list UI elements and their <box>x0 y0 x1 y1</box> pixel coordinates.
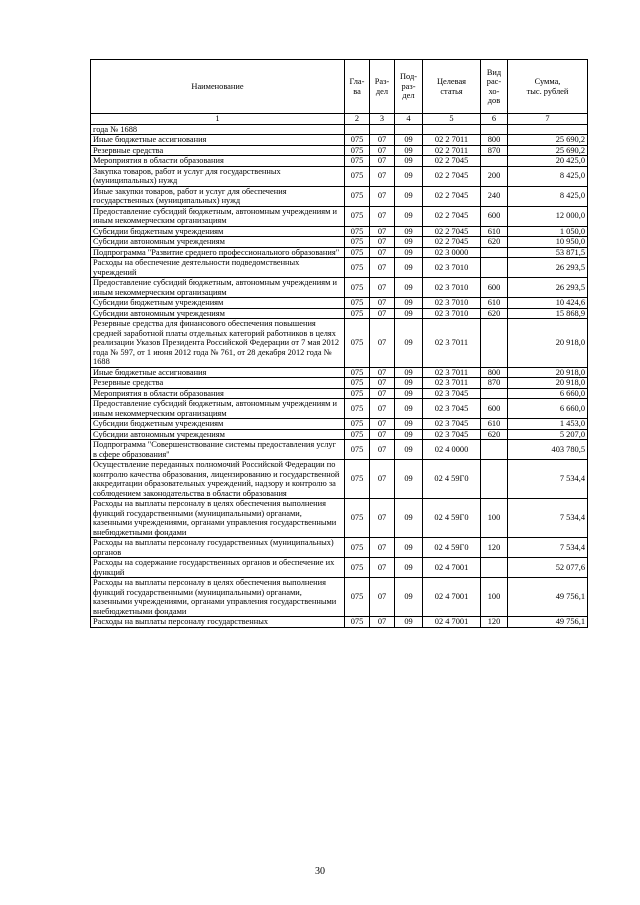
table-row <box>91 278 588 298</box>
column-number: 4 <box>395 114 423 125</box>
row-podrazdel: 09 <box>395 278 423 298</box>
row-razdel: 07 <box>370 617 395 628</box>
row-vid: 610 <box>481 226 508 237</box>
row-target: 02 2 7045 <box>423 226 481 237</box>
row-sum: 26 293,5 <box>508 278 588 298</box>
row-razdel: 07 <box>370 186 395 206</box>
row-target: 02 4 59Г0 <box>423 538 481 558</box>
row-podrazdel: 09 <box>395 499 423 538</box>
row-target: 02 4 59Г0 <box>423 499 481 538</box>
table-row <box>91 206 588 226</box>
row-name: Подпрограмма "Развитие среднего профессионального образования" <box>91 247 345 258</box>
row-vid <box>481 156 508 167</box>
table-row <box>91 429 588 440</box>
budget-table <box>90 59 588 628</box>
row-podrazdel: 09 <box>395 247 423 258</box>
row-razdel: 07 <box>370 278 395 298</box>
row-podrazdel: 09 <box>395 378 423 389</box>
row-podrazdel: 09 <box>395 298 423 309</box>
table-row <box>91 538 588 558</box>
row-glava: 075 <box>345 399 370 419</box>
row-target: 02 2 7011 <box>423 145 481 156</box>
row-name: Расходы на обеспечение деятельности подведомственных учреждений <box>91 258 345 278</box>
row-glava: 075 <box>345 429 370 440</box>
row-glava: 075 <box>345 440 370 460</box>
row-glava: 075 <box>345 298 370 309</box>
row-sum: 20 425,0 <box>508 156 588 167</box>
table-row <box>91 578 588 617</box>
row-glava: 075 <box>345 558 370 578</box>
row-podrazdel: 09 <box>395 206 423 226</box>
row-name: Осуществление переданных полномочий Российской Федерации по контролю качества образования, лицензированию и государственной аккредитации образовательных учреждений, надзору и контролю за соблюдением законодательства в области образования <box>91 460 345 499</box>
row-glava: 075 <box>345 538 370 558</box>
table-row <box>91 419 588 430</box>
row-sum: 10 424,6 <box>508 298 588 309</box>
row-vid <box>481 247 508 258</box>
row-sum: 10 950,0 <box>508 237 588 248</box>
row-sum: 25 690,2 <box>508 145 588 156</box>
column-number: 3 <box>370 114 395 125</box>
row-podrazdel: 09 <box>395 419 423 430</box>
row-target: 02 3 7011 <box>423 319 481 368</box>
row-sum: 7 534,4 <box>508 460 588 499</box>
row-glava: 075 <box>345 388 370 399</box>
table-row <box>91 460 588 499</box>
row-name: Иные бюджетные ассигнования <box>91 367 345 378</box>
page-number: 30 <box>315 866 325 877</box>
row-sum: 403 780,5 <box>508 440 588 460</box>
row-sum: 25 690,2 <box>508 135 588 146</box>
row-target: 02 3 7011 <box>423 378 481 389</box>
row-sum: 7 534,4 <box>508 538 588 558</box>
row-podrazdel: 09 <box>395 367 423 378</box>
table-row <box>91 237 588 248</box>
row-razdel: 07 <box>370 388 395 399</box>
table-row <box>91 617 588 628</box>
table-row <box>91 124 588 135</box>
row-podrazdel: 09 <box>395 460 423 499</box>
column-number: 2 <box>345 114 370 125</box>
row-razdel: 07 <box>370 558 395 578</box>
row-name: года № 1688 <box>91 124 345 135</box>
row-name: Расходы на выплаты персоналу в целях обеспечения выполнения функций государственными (муниципальными) органами, казенными учреждениями, органами управления государственными внебюджетными фондами <box>91 578 345 617</box>
row-razdel: 07 <box>370 145 395 156</box>
row-glava: 075 <box>345 278 370 298</box>
row-razdel: 07 <box>370 298 395 309</box>
row-razdel <box>370 124 395 135</box>
row-name: Расходы на выплаты персоналу государственных <box>91 617 345 628</box>
row-sum: 26 293,5 <box>508 258 588 278</box>
row-razdel: 07 <box>370 206 395 226</box>
row-name: Подпрограмма "Совершенствование системы предоставления услуг в сфере образования" <box>91 440 345 460</box>
row-vid: 200 <box>481 166 508 186</box>
table-row <box>91 247 588 258</box>
column-number: 6 <box>481 114 508 125</box>
row-glava: 075 <box>345 578 370 617</box>
row-sum: 1 050,0 <box>508 226 588 237</box>
table-body <box>91 124 588 627</box>
row-vid: 620 <box>481 237 508 248</box>
row-podrazdel: 09 <box>395 308 423 319</box>
row-target: 02 3 7045 <box>423 399 481 419</box>
table-row <box>91 145 588 156</box>
row-vid: 600 <box>481 399 508 419</box>
row-name: Расходы на содержание государственных органов и обеспечение их функций <box>91 558 345 578</box>
header-glava: Гла- ва <box>345 60 370 114</box>
row-target: 02 3 7010 <box>423 308 481 319</box>
row-glava: 075 <box>345 308 370 319</box>
row-vid: 120 <box>481 538 508 558</box>
row-name: Резервные средства <box>91 378 345 389</box>
row-glava: 075 <box>345 186 370 206</box>
row-name: Закупка товаров, работ и услуг для государственных (муниципальных) нужд <box>91 166 345 186</box>
header-podrazdel: Под- раз- дел <box>395 60 423 114</box>
table-row <box>91 440 588 460</box>
row-podrazdel: 09 <box>395 166 423 186</box>
table-row <box>91 258 588 278</box>
row-glava: 075 <box>345 237 370 248</box>
row-sum: 20 918,0 <box>508 319 588 368</box>
row-sum: 6 660,0 <box>508 388 588 399</box>
row-podrazdel: 09 <box>395 145 423 156</box>
row-glava: 075 <box>345 206 370 226</box>
table-row <box>91 226 588 237</box>
row-name: Мероприятия в области образования <box>91 388 345 399</box>
row-razdel: 07 <box>370 226 395 237</box>
row-name: Предоставление субсидий бюджетным, автономным учреждениям и иным некоммерческим организациям <box>91 278 345 298</box>
row-target: 02 3 7045 <box>423 388 481 399</box>
row-glava: 075 <box>345 135 370 146</box>
row-name: Субсидии автономным учреждениям <box>91 429 345 440</box>
row-glava: 075 <box>345 378 370 389</box>
row-razdel: 07 <box>370 367 395 378</box>
row-razdel: 07 <box>370 429 395 440</box>
row-podrazdel: 09 <box>395 558 423 578</box>
row-target: 02 2 7045 <box>423 156 481 167</box>
row-sum <box>508 124 588 135</box>
row-sum: 20 918,0 <box>508 378 588 389</box>
table-row <box>91 558 588 578</box>
row-sum: 8 425,0 <box>508 186 588 206</box>
row-name: Субсидии бюджетным учреждениям <box>91 226 345 237</box>
column-number: 1 <box>91 114 345 125</box>
row-glava: 075 <box>345 258 370 278</box>
row-glava: 075 <box>345 145 370 156</box>
row-podrazdel: 09 <box>395 538 423 558</box>
row-target: 02 2 7045 <box>423 206 481 226</box>
row-sum: 20 918,0 <box>508 367 588 378</box>
row-podrazdel: 09 <box>395 319 423 368</box>
row-razdel: 07 <box>370 308 395 319</box>
row-sum: 49 756,1 <box>508 578 588 617</box>
row-target: 02 4 59Г0 <box>423 460 481 499</box>
row-sum: 6 660,0 <box>508 399 588 419</box>
row-podrazdel: 09 <box>395 399 423 419</box>
row-razdel: 07 <box>370 578 395 617</box>
table-row <box>91 319 588 368</box>
row-name: Предоставление субсидий бюджетным, автономным учреждениям и иным некоммерческим организациям <box>91 206 345 226</box>
header-name: Наименование <box>91 60 345 114</box>
header-sum: Сумма, тыс. рублей <box>508 60 588 114</box>
row-vid: 610 <box>481 419 508 430</box>
row-name: Мероприятия в области образования <box>91 156 345 167</box>
row-name: Субсидии автономным учреждениям <box>91 237 345 248</box>
row-name: Субсидии автономным учреждениям <box>91 308 345 319</box>
table-row <box>91 135 588 146</box>
row-vid: 610 <box>481 298 508 309</box>
row-podrazdel: 09 <box>395 226 423 237</box>
row-target: 02 3 0000 <box>423 247 481 258</box>
header-row <box>91 60 588 114</box>
row-razdel: 07 <box>370 499 395 538</box>
row-name: Иные закупки товаров, работ и услуг для обеспечения государственных (муниципальных) нужд <box>91 186 345 206</box>
row-razdel: 07 <box>370 419 395 430</box>
row-sum: 52 077,6 <box>508 558 588 578</box>
row-glava: 075 <box>345 367 370 378</box>
row-target: 02 3 7011 <box>423 367 481 378</box>
table-row <box>91 388 588 399</box>
row-sum: 8 425,0 <box>508 166 588 186</box>
row-target: 02 3 7010 <box>423 298 481 309</box>
row-target: 02 4 7001 <box>423 558 481 578</box>
row-vid: 120 <box>481 617 508 628</box>
row-vid: 600 <box>481 206 508 226</box>
row-glava: 075 <box>345 499 370 538</box>
row-sum: 5 207,0 <box>508 429 588 440</box>
row-glava: 075 <box>345 419 370 430</box>
row-glava: 075 <box>345 156 370 167</box>
table-row <box>91 166 588 186</box>
row-glava <box>345 124 370 135</box>
row-vid: 870 <box>481 145 508 156</box>
row-podrazdel: 09 <box>395 617 423 628</box>
row-razdel: 07 <box>370 460 395 499</box>
row-name: Субсидии бюджетным учреждениям <box>91 419 345 430</box>
row-vid: 240 <box>481 186 508 206</box>
row-razdel: 07 <box>370 258 395 278</box>
row-name: Расходы на выплаты персоналу в целях обеспечения выполнения функций государственными (муниципальными) органами, казенными учреждениями, органами управления государственными внебюджетными фондами <box>91 499 345 538</box>
row-target: 02 2 7011 <box>423 135 481 146</box>
row-glava: 075 <box>345 617 370 628</box>
table-row <box>91 156 588 167</box>
row-target: 02 3 7010 <box>423 278 481 298</box>
row-name: Субсидии бюджетным учреждениям <box>91 298 345 309</box>
row-vid: 870 <box>481 378 508 389</box>
row-vid: 620 <box>481 308 508 319</box>
row-name: Резервные средства для финансового обеспечения повышения средней заработной платы отдельных категорий работников в целях реализации Указов Президента Российской Федерации от 7 мая 2012 года № 597, от 1 июня 2012 года № 761, от 28 декабря 2012 года № 1688 <box>91 319 345 368</box>
row-target <box>423 124 481 135</box>
header-target: Целевая статья <box>423 60 481 114</box>
row-vid: 800 <box>481 135 508 146</box>
row-podrazdel: 09 <box>395 388 423 399</box>
table-row <box>91 308 588 319</box>
row-vid: 600 <box>481 278 508 298</box>
row-glava: 075 <box>345 319 370 368</box>
row-sum: 12 000,0 <box>508 206 588 226</box>
row-target: 02 2 7045 <box>423 186 481 206</box>
row-name: Расходы на выплаты персоналу государственных (муниципальных) органов <box>91 538 345 558</box>
row-razdel: 07 <box>370 156 395 167</box>
row-target: 02 4 7001 <box>423 578 481 617</box>
row-target: 02 2 7045 <box>423 237 481 248</box>
header-vid: Вид рас- хо- дов <box>481 60 508 114</box>
row-target: 02 3 7045 <box>423 419 481 430</box>
table-row <box>91 298 588 309</box>
row-podrazdel: 09 <box>395 237 423 248</box>
table-row <box>91 367 588 378</box>
row-vid <box>481 440 508 460</box>
row-podrazdel: 09 <box>395 135 423 146</box>
row-razdel: 07 <box>370 166 395 186</box>
row-razdel: 07 <box>370 135 395 146</box>
row-razdel: 07 <box>370 247 395 258</box>
row-sum: 1 453,0 <box>508 419 588 430</box>
row-podrazdel: 09 <box>395 258 423 278</box>
row-vid: 620 <box>481 429 508 440</box>
row-sum: 49 756,1 <box>508 617 588 628</box>
row-vid <box>481 388 508 399</box>
row-glava: 075 <box>345 460 370 499</box>
row-podrazdel: 09 <box>395 440 423 460</box>
column-number-row <box>91 114 588 125</box>
row-name: Резервные средства <box>91 145 345 156</box>
table-row <box>91 186 588 206</box>
row-podrazdel: 09 <box>395 578 423 617</box>
row-razdel: 07 <box>370 378 395 389</box>
row-name: Иные бюджетные ассигнования <box>91 135 345 146</box>
row-vid: 100 <box>481 578 508 617</box>
row-glava: 075 <box>345 226 370 237</box>
header-razdel: Раз- дел <box>370 60 395 114</box>
row-glava: 075 <box>345 166 370 186</box>
column-number: 7 <box>508 114 588 125</box>
row-razdel: 07 <box>370 399 395 419</box>
row-razdel: 07 <box>370 538 395 558</box>
row-vid <box>481 558 508 578</box>
row-podrazdel: 09 <box>395 186 423 206</box>
row-vid: 800 <box>481 367 508 378</box>
row-vid <box>481 258 508 278</box>
row-target: 02 3 7045 <box>423 429 481 440</box>
row-sum: 15 868,9 <box>508 308 588 319</box>
column-number: 5 <box>423 114 481 125</box>
row-podrazdel: 09 <box>395 429 423 440</box>
row-target: 02 4 0000 <box>423 440 481 460</box>
row-target: 02 3 7010 <box>423 258 481 278</box>
row-razdel: 07 <box>370 237 395 248</box>
row-sum: 7 534,4 <box>508 499 588 538</box>
row-vid <box>481 319 508 368</box>
table-row <box>91 499 588 538</box>
row-vid: 100 <box>481 499 508 538</box>
table-row <box>91 399 588 419</box>
row-target: 02 2 7045 <box>423 166 481 186</box>
table-row <box>91 378 588 389</box>
row-podrazdel <box>395 124 423 135</box>
row-podrazdel: 09 <box>395 156 423 167</box>
row-name: Предоставление субсидий бюджетным, автономным учреждениям и иным некоммерческим организациям <box>91 399 345 419</box>
row-target: 02 4 7001 <box>423 617 481 628</box>
row-razdel: 07 <box>370 440 395 460</box>
row-sum: 53 871,5 <box>508 247 588 258</box>
row-razdel: 07 <box>370 319 395 368</box>
row-vid <box>481 124 508 135</box>
row-glava: 075 <box>345 247 370 258</box>
row-vid <box>481 460 508 499</box>
